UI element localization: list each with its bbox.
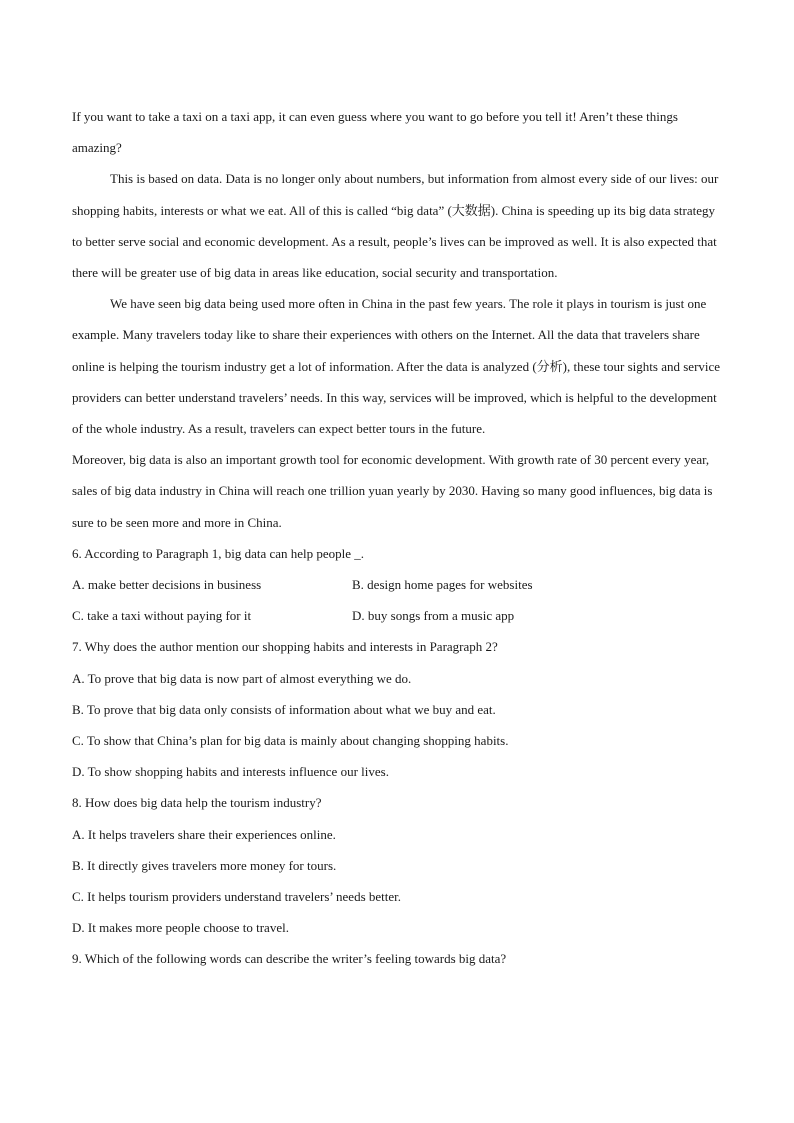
question-8-stem: 8. How does big data help the tourism industry? [72, 795, 322, 811]
question-7-stem: 7. Why does the author mention our shopping habits and interests in Paragraph 2? [72, 639, 498, 655]
question-8-option-b: B. It directly gives travelers more money for tours. [72, 857, 337, 873]
question-6-option-d: D. buy songs from a music app [352, 608, 515, 624]
question-6-options-row-2 [72, 600, 724, 631]
question-6-option-c: C. take a taxi without paying for it [72, 608, 252, 624]
question-6-option-b: B. design home pages for websites [352, 577, 533, 593]
question-6-options-row-1 [72, 569, 724, 600]
passage-paragraph-3: We have seen big data being used more often in China in the past few years. The role it plays in tourism is just one example. Many travelers today like to share their experiences with others on the Internet. All the data that travelers share online is helping the tourism industry get a lot of information. After the data is analyzed (分析), these tour sights and service providers can better understand travelers’ needs. In this way, services will be improved, which is helpful to the development of the whole industry. As a result, travelers can expect better tours in the future. [72, 296, 721, 437]
document-content [72, 101, 724, 975]
question-7-option-d: D. To show shopping habits and interests influence our lives. [72, 764, 389, 780]
passage-paragraph-1: If you want to take a taxi on a taxi app, it can even guess where you want to go before you tell it! Aren’t these things amazing? [72, 109, 678, 156]
question-9-stem: 9. Which of the following words can describe the writer’s feeling towards big data? [72, 951, 507, 967]
question-6-stem: 6. According to Paragraph 1, big data can help people _. [72, 545, 365, 561]
question-7-option-b: B. To prove that big data only consists of information about what we buy and eat. [72, 701, 496, 717]
question-7-option-a: A. To prove that big data is now part of almost everything we do. [72, 670, 412, 686]
question-8-option-d: D. It makes more people choose to travel. [72, 920, 289, 936]
question-8-option-c: C. It helps tourism providers understand travelers’ needs better. [72, 889, 402, 905]
question-7-option-c: C. To show that China’s plan for big data is mainly about changing shopping habits. [72, 733, 509, 749]
question-8-option-a: A. It helps travelers share their experiences online. [72, 826, 336, 842]
passage-paragraph-4: Moreover, big data is also an important growth tool for economic development. With growth rate of 30 percent every year, sales of big data industry in China will reach one trillion yuan yearly by 2030. Having so many good influences, big data is sure to be seen more and more in China. [72, 452, 713, 530]
passage-paragraph-2: This is based on data. Data is no longer only about numbers, but information from almost every side of our lives: our shopping habits, interests or what we eat. All of this is called “big data” (大数据). China is speeding up its big data strategy to better serve social and economic development. As a result, people’s lives can be improved as well. It is also expected that there will be greater use of big data in areas like education, social security and transportation. [72, 171, 719, 281]
question-6-option-a: A. make better decisions in business [72, 577, 262, 593]
